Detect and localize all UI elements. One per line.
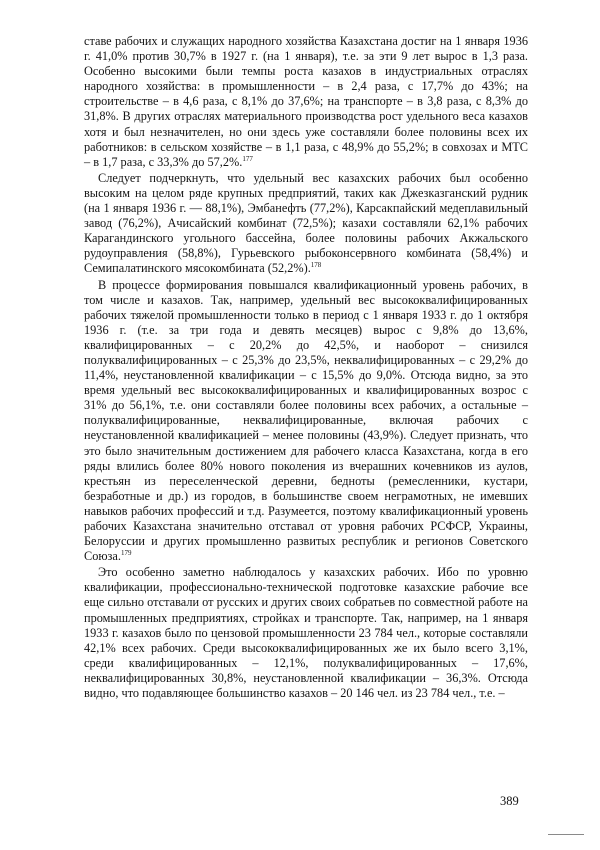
- paragraph-2-text: Следует подчеркнуть, что удельный вес казахских рабочих был особенно высоким на целом ряде крупных предприятий, таких как Джезказганский рудник (на 1 января 1936 г. — 88,1%), Эмбанефть (77,2%), Карсакпайский медеплавильный завод (76,2%), Ачисайский комбинат (72,5%); казахи составляли 62,1% рабочих Карагандинского угольного бассейна, более половины рабочих Акжальского рудоуправления (58,8%), Гурьевского рыбоконсервного комбината (58,4%) и Семипалатинского мясокомбината (52,2%).: [84, 170, 528, 276]
- paragraph-3: [84, 278, 528, 565]
- paragraph-4: [84, 565, 528, 701]
- page-number: 389: [500, 794, 519, 808]
- footnote-ref-178: 178: [310, 261, 322, 270]
- paragraph-3-text: В процессе формирования повышался квалификационный уровень рабочих, в том числе и казахов. Так, например, удельный вес высококвалифицированных рабочих тяжелой промышленности только в период с 1 января 1933 г. до 1 октября 1936 г. (т.е. за три года и девять месяцев) вырос с 9,8% до 13,6%, квалифицированных – с 20,2% до 42,5%, и наоборот – снизился полуквалифицированных – с 25,3% до 23,5%, неквалифицированных – с 29,2% до 11,4%, неустановленной квалификации – с 15,5% до 9,0%. Отсюда видно, за это время удельный вес высококвалифицированных и квалифицированных возрос с 31% до 56,1%, т.е. они составляли более половины всех рабочих, а остальные – полуквалифицированные, неквалифицированные, включая рабочих с неустановленной квалификацией – менее половины (43,9%). Следует признать, что это было значительным достижением для рабочего класса Казахстана, когда в его ряды влились более 80% нового поколения из вчерашних кочевников из аулов, крестьян из переселенческой деревни, бедноты (ремесленники, кустари, безработные и др.) из городов, в большинстве своем неграмотных, не имевших навыков рабочих профессий и т.д. Разумеется, поэтому квалификационный уровень рабочих Казахстана значительно отставал от уровня рабочих РСФСР, Украины, Белоруссии и других промышленно развитых республик и регионов Советского Союза.: [84, 277, 528, 564]
- paragraph-4-text: Это особенно заметно наблюдалось у казахских рабочих. Ибо по уровню квалификации, профессионально-технической подготовке казахские рабочие все еще сильно отставали от русских и других своих собратьев по совместной работе на промышленных предприятиях, стройках и транспорте. Так, например, на 1 января 1933 г. казахов было по цензовой промышленности 23 784 чел., которые составляли 42,1% всех рабочих. Среди высококвалифицированных же их было всего 3,1%, среди квалифицированных – 12,1%, полуквалифицированных – 17,6%, неквалифицированных 30,8%, неустановленной квалификации – 36,3%. Отсюда видно, что подавляющее большинство казахов – 20 146 чел. из 23 784 чел., т.е. –: [84, 565, 528, 701]
- paragraph-1-text: ставе рабочих и служащих народного хозяйства Казахстана достиг на 1 января 1936 г. 41,0% против 30,7% в 1927 г. (на 1 января), т.е. за эти 9 лет вырос в 1,3 раза. Особенно высокими были темпы роста казахов в индустриальных отраслях народного хозяйства: в промышленности – в 2,4 раза, с 17,7% до 43%; на строительстве – в 4,6 раза, с 8,1% до 37,6%; на транспорте – в 3,8 раза, с 8,3% до 31,8%. В других отраслях материального производства рост удельного веса казахов хотя и был незначителен, но они здесь уже составляли более половины всех их работников: в сельском хозяйстве – в 1,1 раза, с 48,9% до 55,2%; в совхозах и МТС – в 1,7 раза, с 33,3% до 57,2%.: [84, 34, 528, 169]
- scan-edge-divider: [548, 834, 584, 835]
- footnote-ref-177: 177: [242, 154, 253, 163]
- paragraph-1: [84, 34, 528, 170]
- page-body: [84, 34, 528, 702]
- paragraph-2: [84, 171, 528, 277]
- footnote-ref-179: 179: [120, 549, 132, 558]
